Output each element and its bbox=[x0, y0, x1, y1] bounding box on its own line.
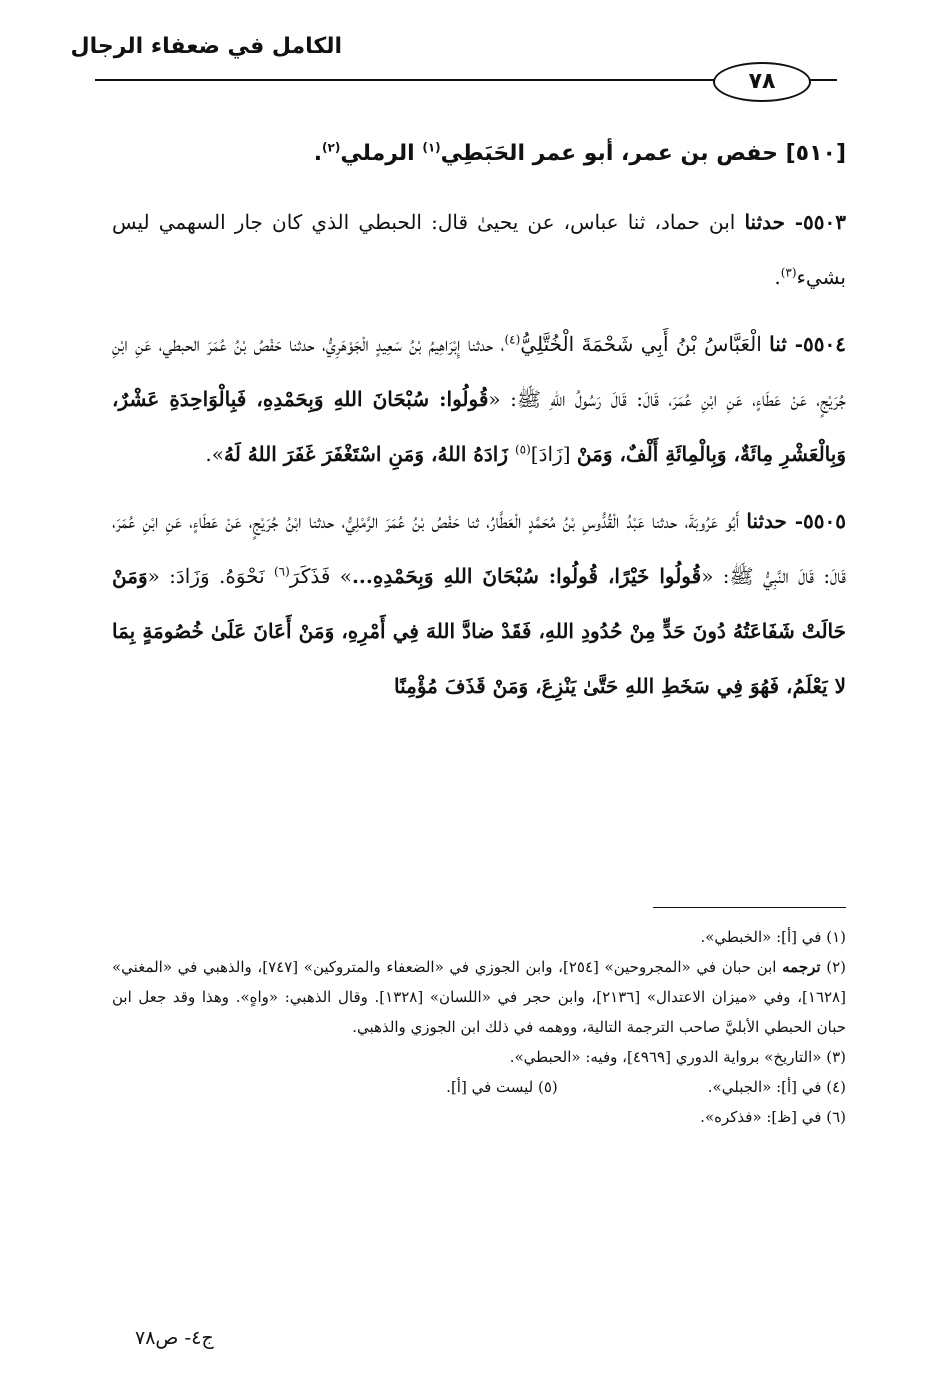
footnote-row-4-5 bbox=[112, 1072, 846, 1102]
hadith-5503-keyword: حدثنا bbox=[744, 210, 786, 234]
hadith-5505-text-2: » فَذَكَرَ bbox=[289, 564, 352, 588]
hadith-5505-text-1: أَبُو عَرُوبَةَ، حدثنا عَبْدُ الْقُدُّوسِ بْنُ مُحَمَّدٍ الْعَطَّارُ، ثنا حَفْصُ بْنُ عُمَرَ الرَّمْلِيُّ، حدثنا ابْنُ جُرَيْجٍ، عَنْ عَطَاءٍ، عَنِ ابْنِ عُمَرَ، قَالَ: قَالَ النَّبِيُّ ﷺ: « bbox=[112, 509, 846, 588]
hadith-5505-text-3: نَحْوَهُ. وَزَادَ: « bbox=[147, 564, 274, 588]
hadith-5504-keyword: ثنا bbox=[769, 332, 787, 356]
hadith-5504-footnote-ref-2: (٥) bbox=[514, 442, 531, 457]
hadith-5505-quote-2: وَمَنْ حَالَتْ شَفَاعَتُهُ دُونَ حَدٍّ مِنْ حُدُودِ اللهِ، فَقَدْ ضادَّ اللهَ فِي أَمْرِهِ، وَمَنْ أَعَانَ عَلَىٰ خُصُومَةٍ بِمَا لا يَعْلَمُ، فَهُوَ فِي سَخَطِ اللهِ حَتَّىٰ يَنْزِعَ، وَمَنْ قَذَفَ مُؤْمِنًا bbox=[112, 564, 846, 698]
hadith-5505-quote-1: قُولُوا خَيْرًا، قُولُوا: سُبْحَانَ اللهِ وَبِحَمْدِهِ... bbox=[351, 564, 702, 588]
page-number: ٧٨ bbox=[748, 69, 776, 94]
footnote-2-keyword: ترجمه bbox=[782, 958, 821, 976]
footnote-2-text: ابن حبان في «المجروحين» [٢٥٤]، وابن الجوزي في «الضعفاء والمتروكين» [٧٤٧]، والذهبي في «المغني» [١٦٢٨]، وفي «ميزان الاعتدال» [٢١٣٦]، وابن حجر في «اللسان» [١٣٢٨]. وقال الذهبي: «واهٍ». وهذا وقد جعل ابن حبان الحبطي الأبليَّ صاحب الترجمة التالية، ووهمه في ذلك ابن الجوزي والذهبي. bbox=[112, 958, 846, 1036]
hadith-5503-text: ابن حماد، ثنا عباس، عن يحيىٰ قال: الحبطي الذي كان جار السهمي ليس بشيء bbox=[112, 210, 846, 289]
hadith-5504-text-2: ، حدثنا إِبْرَاهِيمُ بْنُ سَعِيدٍ الْجَوْهَرِيُّ، حدثنا حَفْصُ بْنُ عُمَرَ الحبطي، عَنِ ابْنِ جُرَيْجٍ، عَنْ عَطَاءٍ، عَنِ ابْنِ عُمَرَ، قَالَ: قَالَ رَسُولُ اللهِ ﷺ: « bbox=[112, 332, 846, 411]
page-number-oval bbox=[713, 62, 811, 102]
hadith-5504-end: ». bbox=[205, 442, 224, 466]
hadith-5503-end: . bbox=[774, 265, 781, 289]
entry-heading bbox=[112, 126, 846, 181]
entry-heading-tail: الرملي bbox=[340, 141, 423, 166]
footnote-1: (١) في [أ]: «الخبطي». bbox=[700, 928, 846, 946]
hadith-5504-text-3: [زَادَ] bbox=[530, 442, 577, 466]
footnote-3: (٣) «التاريخ» برواية الدوري [٤٩٦٩]، وفيه: «الحبطي». bbox=[509, 1048, 846, 1066]
heading-footnote-ref-1: (١) bbox=[422, 140, 441, 155]
hadith-5504-quote-1: قُولُوا: سُبْحَانَ اللهِ وَبِحَمْدِهِ، فَبِالْوَاحِدَةِ عَشْرٌ، وَبِالْعَشْرِ مِائَةٌ، وَبِالْمِائَةِ أَلْفٌ، وَمَنْ bbox=[112, 387, 846, 466]
footnote-6: (٦) في [ظ]: «فذكره». bbox=[700, 1108, 846, 1126]
footnote-2-number: (٢) bbox=[820, 958, 846, 976]
hadith-5504-footnote-ref-1: (٤) bbox=[504, 332, 521, 347]
hadith-5503-number: ٥٥٠٣- bbox=[785, 210, 846, 234]
hadith-5504-number: ٥٥٠٤- bbox=[786, 332, 846, 356]
footnote-5: (٥) ليست في [أ]. bbox=[446, 1078, 558, 1096]
footnote-2 bbox=[112, 952, 846, 1042]
hadith-5505-footnote-ref: (٦) bbox=[273, 564, 290, 579]
hadith-5503 bbox=[112, 195, 846, 305]
running-header-title: الكامل في ضعفاء الرجال bbox=[70, 34, 342, 59]
hadith-5504-quote-2: زَادَهُ اللهُ، وَمَنِ اسْتَغْفَرَ غَفَرَ اللهُ لَهُ bbox=[224, 442, 515, 466]
hadith-5505-keyword: حدثنا bbox=[746, 509, 787, 533]
volume-page-signature: ج٤- ص٧٨ bbox=[135, 1327, 214, 1349]
footnotes bbox=[112, 922, 846, 1132]
main-text bbox=[112, 126, 846, 726]
hadith-5505 bbox=[112, 494, 846, 714]
footnote-rule bbox=[653, 907, 846, 908]
hadith-5504-text-1: الْعَبَّاسُ بْنُ أَبِي شَحْمَةَ الْخُتَّلِيُّ bbox=[520, 332, 770, 356]
hadith-5505-number: ٥٥٠٥- bbox=[786, 509, 847, 533]
hadith-5503-footnote-ref: (٣) bbox=[780, 265, 797, 280]
footnote-4: (٤) في [أ]: «الجبلي». bbox=[707, 1078, 846, 1096]
entry-heading-end: . bbox=[313, 141, 323, 166]
hadith-5504 bbox=[112, 317, 846, 482]
entry-heading-text: [٥١٠] حفص بن عمر، أبو عمر الحَبَطِي bbox=[440, 141, 846, 166]
heading-footnote-ref-2: (٢) bbox=[322, 140, 341, 155]
